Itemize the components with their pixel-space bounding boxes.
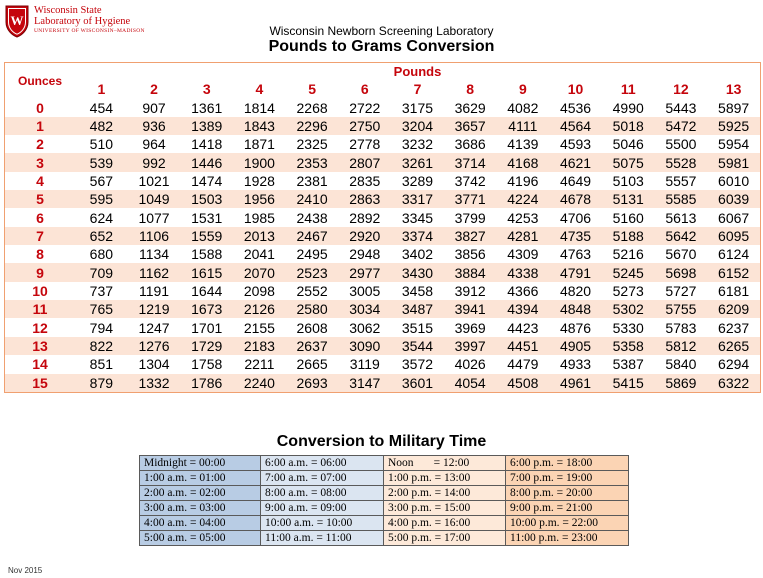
ounce-label: 11 (5, 300, 75, 318)
grams-cell: 3458 (401, 282, 434, 299)
pounds-column-header: 9 (518, 81, 527, 98)
military-cell: 5:00 a.m. = 05:00 (140, 531, 261, 546)
grams-cell: 5528 (655, 153, 708, 171)
table-row (5, 337, 760, 355)
grams-cell: 5698 (655, 263, 708, 281)
grams-cell: 4224 (497, 190, 550, 208)
ounce-label: 13 (5, 337, 75, 355)
table-row (5, 263, 760, 281)
grams-cell: 5018 (602, 117, 655, 135)
military-cell: 1:00 p.m. = 13:00 (384, 471, 506, 486)
grams-cell: 4820 (559, 282, 592, 299)
ounce-label: 2 (36, 136, 44, 153)
grams-cell: 1304 (138, 356, 170, 373)
pounds-header: Pounds (393, 64, 442, 79)
grams-cell: 2353 (286, 153, 339, 171)
grams-cell: 1219 (128, 300, 181, 318)
grams-cell: 1673 (180, 300, 233, 318)
grams-cell: 2296 (286, 117, 339, 135)
grams-cell: 4621 (549, 153, 602, 171)
grams-cell: 5925 (707, 117, 760, 135)
grams-cell: 3686 (454, 136, 486, 153)
table-row (5, 227, 760, 245)
pounds-column-header: 6 (360, 81, 369, 98)
grams-cell: 3572 (401, 356, 434, 373)
military-cell: 4:00 a.m. = 04:00 (140, 516, 261, 531)
grams-cell: 4933 (559, 356, 592, 373)
grams-cell: 4905 (549, 337, 602, 355)
grams-cell: 3062 (349, 319, 381, 336)
grams-cell: 851 (89, 356, 114, 373)
grams-cell: 4281 (497, 227, 550, 245)
grams-cell: 5613 (665, 209, 697, 226)
grams-cell: 5273 (612, 282, 644, 299)
grams-cell: 6294 (718, 356, 750, 373)
grams-cell: 2750 (338, 117, 391, 135)
grams-cell: 652 (75, 227, 128, 245)
grams-cell: 624 (89, 209, 114, 226)
ounce-label: 9 (5, 263, 75, 281)
grams-cell: 5954 (718, 136, 750, 153)
grams-cell: 5358 (602, 337, 655, 355)
grams-cell: 4451 (497, 337, 550, 355)
grams-cell: 3856 (454, 246, 486, 263)
military-row (140, 456, 629, 471)
grams-cell: 1956 (233, 190, 286, 208)
grams-cell: 4678 (549, 190, 602, 208)
grams-cell: 6010 (718, 172, 750, 189)
grams-cell: 4564 (549, 117, 602, 135)
grams-cell: 3969 (454, 319, 486, 336)
military-row (140, 501, 629, 516)
grams-cell: 1418 (191, 136, 223, 153)
grams-cell: 2693 (286, 374, 339, 392)
grams-cell: 936 (128, 117, 181, 135)
ounce-label: 6 (36, 209, 44, 226)
military-cell: Noon = 12:00 (384, 456, 506, 471)
grams-cell: 3175 (401, 99, 434, 116)
military-cell: 9:00 p.m. = 21:00 (506, 501, 629, 516)
pounds-header-row (5, 80, 760, 98)
conversion-table-container (4, 62, 761, 393)
grams-cell: 822 (75, 337, 128, 355)
military-cell: 3:00 p.m. = 15:00 (384, 501, 506, 516)
table-row (5, 190, 760, 208)
grams-cell: 3827 (444, 227, 497, 245)
grams-cell: 4309 (507, 246, 539, 263)
grams-cell: 5670 (665, 246, 697, 263)
table-row (5, 282, 760, 300)
military-cell: 2:00 a.m. = 02:00 (140, 486, 261, 501)
grams-cell: 1758 (191, 356, 223, 373)
grams-cell: 510 (89, 136, 114, 153)
ounces-header: Ounces (17, 73, 62, 88)
grams-cell: 6067 (718, 209, 750, 226)
grams-cell: 5216 (612, 246, 644, 263)
grams-cell: 1900 (233, 153, 286, 171)
grams-cell: 3005 (349, 282, 381, 299)
ounce-label: 4 (36, 172, 44, 189)
grams-cell: 1446 (180, 153, 233, 171)
grams-cell: 2863 (338, 190, 391, 208)
grams-cell: 2920 (338, 227, 391, 245)
grams-cell: 1247 (138, 319, 170, 336)
grams-cell: 4196 (507, 172, 539, 189)
grams-cell: 4990 (612, 99, 644, 116)
ounce-label: 1 (5, 117, 75, 135)
grams-cell: 1928 (243, 172, 275, 189)
grams-cell: 3657 (444, 117, 497, 135)
grams-cell: 3204 (391, 117, 444, 135)
conversion-table (5, 63, 760, 392)
grams-cell: 6237 (718, 319, 750, 336)
grams-cell: 2013 (233, 227, 286, 245)
grams-cell: 3147 (338, 374, 391, 392)
logo-line-1: Wisconsin State (34, 5, 102, 16)
grams-cell: 1191 (138, 282, 170, 299)
pounds-column-header: 5 (308, 81, 316, 98)
grams-cell: 3090 (338, 337, 391, 355)
grams-cell: 5783 (665, 319, 697, 336)
military-cell: 7:00 p.m. = 19:00 (506, 471, 629, 486)
grams-cell: 6265 (707, 337, 760, 355)
grams-cell: 3261 (391, 153, 444, 171)
grams-cell: 3430 (391, 263, 444, 281)
grams-cell: 4366 (507, 282, 539, 299)
grams-cell: 4735 (549, 227, 602, 245)
grams-cell: 1588 (191, 246, 223, 263)
grams-cell: 1729 (180, 337, 233, 355)
grams-cell: 5981 (707, 153, 760, 171)
grams-cell: 709 (75, 263, 128, 281)
grams-cell: 1361 (191, 99, 223, 116)
grams-cell: 567 (89, 172, 114, 189)
grams-cell: 1786 (180, 374, 233, 392)
ounce-label: 8 (36, 246, 44, 263)
grams-cell: 5472 (655, 117, 708, 135)
grams-cell: 3714 (444, 153, 497, 171)
grams-cell: 5443 (665, 99, 697, 116)
grams-cell: 2467 (286, 227, 339, 245)
grams-cell: 6181 (718, 282, 750, 299)
military-cell: Midnight = 00:00 (140, 456, 261, 471)
grams-cell: 2098 (243, 282, 275, 299)
military-cell: 4:00 p.m. = 16:00 (384, 516, 506, 531)
grams-cell: 5075 (602, 153, 655, 171)
table-row (5, 208, 760, 226)
grams-cell: 2211 (244, 356, 275, 373)
grams-cell: 4593 (559, 136, 592, 153)
grams-cell: 4706 (559, 209, 592, 226)
grams-cell: 2580 (286, 300, 339, 318)
conversion-body (5, 98, 760, 392)
table-row (5, 300, 760, 318)
grams-cell: 5103 (612, 172, 644, 189)
military-cell: 3:00 a.m. = 03:00 (140, 501, 261, 516)
grams-cell: 1559 (180, 227, 233, 245)
pounds-column-header: 8 (466, 81, 475, 98)
pounds-column-header: 10 (567, 81, 584, 98)
pounds-column-header: 1 (97, 81, 106, 98)
grams-cell: 879 (75, 374, 128, 392)
military-cell: 5:00 p.m. = 17:00 (384, 531, 506, 546)
grams-cell: 2240 (233, 374, 286, 392)
grams-cell: 5131 (602, 190, 655, 208)
grams-cell: 4168 (497, 153, 550, 171)
military-cell: 8:00 a.m. = 08:00 (261, 486, 384, 501)
grams-cell: 4649 (559, 172, 592, 189)
grams-cell: 3629 (454, 99, 486, 116)
grams-cell: 737 (89, 282, 114, 299)
grams-cell: 992 (128, 153, 181, 171)
pounds-column-header: 12 (673, 81, 689, 98)
grams-cell: 4253 (507, 209, 539, 226)
grams-cell: 4423 (507, 319, 539, 336)
grams-cell: 2183 (233, 337, 286, 355)
lab-name: Wisconsin Newborn Screening Laboratory (269, 24, 494, 38)
grams-cell: 4139 (507, 136, 539, 153)
ounce-label: 15 (5, 374, 75, 392)
grams-cell: 1843 (233, 117, 286, 135)
grams-cell: 539 (75, 153, 128, 171)
grams-cell: 3034 (338, 300, 391, 318)
grams-cell: 3374 (391, 227, 444, 245)
grams-cell: 2268 (296, 99, 328, 116)
grams-cell: 2977 (338, 263, 391, 281)
table-row (5, 117, 760, 135)
military-row (140, 471, 629, 486)
ounce-label: 10 (32, 282, 48, 299)
grams-cell: 3289 (401, 172, 434, 189)
pounds-column-header: 4 (255, 81, 264, 98)
grams-cell: 482 (75, 117, 128, 135)
grams-cell: 2948 (349, 246, 381, 263)
table-row (5, 374, 760, 392)
grams-cell: 4961 (549, 374, 602, 392)
military-cell: 11:00 a.m. = 11:00 (261, 531, 384, 546)
ounce-label: 5 (5, 190, 75, 208)
grams-cell: 2552 (296, 282, 328, 299)
grams-cell: 1332 (128, 374, 181, 392)
grams-cell: 4338 (497, 263, 550, 281)
military-cell: 11:00 p.m. = 23:00 (506, 531, 629, 546)
ounce-label: 12 (32, 319, 48, 336)
grams-cell: 5869 (655, 374, 708, 392)
pounds-column-header: 11 (620, 81, 636, 98)
military-cell: 8:00 p.m. = 20:00 (506, 486, 629, 501)
grams-cell: 1049 (128, 190, 181, 208)
pounds-column-header: 13 (725, 81, 742, 98)
military-cell: 9:00 a.m. = 09:00 (261, 501, 384, 516)
logo-line-2: Laboratory of Hygiene (34, 16, 131, 27)
grams-cell: 5585 (655, 190, 708, 208)
grams-cell: 3345 (401, 209, 434, 226)
grams-cell: 2381 (296, 172, 328, 189)
grams-cell: 3742 (454, 172, 486, 189)
crest-letter: W (10, 13, 24, 28)
grams-cell: 1814 (243, 99, 275, 116)
grams-cell: 6124 (718, 246, 750, 263)
grams-cell: 2155 (243, 319, 275, 336)
military-cell: 10:00 a.m. = 10:00 (261, 516, 384, 531)
grams-cell: 2410 (286, 190, 339, 208)
grams-cell: 5387 (612, 356, 644, 373)
grams-cell: 2041 (243, 246, 275, 263)
grams-cell: 3799 (454, 209, 486, 226)
grams-cell: 1531 (191, 209, 223, 226)
logo-line-3: UNIVERSITY OF WISCONSIN–MADISON (34, 28, 145, 34)
grams-cell: 6209 (707, 300, 760, 318)
grams-cell: 3515 (401, 319, 434, 336)
table-row (5, 98, 760, 116)
military-row (140, 516, 629, 531)
grams-cell: 2438 (296, 209, 328, 226)
grams-cell: 3912 (454, 282, 486, 299)
grams-cell: 6039 (707, 190, 760, 208)
grams-cell: 2892 (349, 209, 381, 226)
grams-cell: 5245 (602, 263, 655, 281)
grams-cell: 1276 (128, 337, 181, 355)
pounds-column-header: 2 (150, 81, 158, 98)
grams-cell: 4791 (549, 263, 602, 281)
ounce-label: 3 (5, 153, 75, 171)
table-row (5, 245, 760, 263)
grams-cell: 1474 (191, 172, 223, 189)
military-row (140, 486, 629, 501)
grams-cell: 4111 (497, 117, 550, 135)
footer-date: Nov 2015 (8, 566, 43, 575)
ounce-label: 14 (32, 356, 48, 373)
grams-cell: 680 (89, 246, 114, 263)
grams-cell: 6152 (707, 263, 760, 281)
grams-cell: 3941 (444, 300, 497, 318)
grams-cell: 5160 (612, 209, 644, 226)
grams-cell: 5500 (665, 136, 697, 153)
ounce-label: 0 (36, 99, 44, 116)
grams-cell: 1134 (138, 246, 170, 263)
grams-cell: 4536 (559, 99, 592, 116)
grams-cell: 3402 (401, 246, 434, 263)
grams-cell: 2495 (296, 246, 328, 263)
grams-cell: 5188 (602, 227, 655, 245)
grams-cell: 5727 (665, 282, 697, 299)
grams-cell: 2523 (286, 263, 339, 281)
grams-cell: 4876 (559, 319, 592, 336)
grams-cell: 5812 (655, 337, 708, 355)
grams-cell: 4508 (497, 374, 550, 392)
table-row (5, 318, 760, 336)
table-row (5, 355, 760, 373)
grams-cell: 1871 (243, 136, 275, 153)
grams-cell: 1021 (138, 172, 170, 189)
military-cell: 6:00 p.m. = 18:00 (506, 456, 629, 471)
grams-cell: 4054 (444, 374, 497, 392)
grams-cell: 5897 (718, 99, 750, 116)
grams-cell: 5840 (665, 356, 697, 373)
grams-cell: 5415 (602, 374, 655, 392)
grams-cell: 2070 (233, 263, 286, 281)
grams-cell: 3544 (391, 337, 444, 355)
grams-cell: 4394 (497, 300, 550, 318)
military-body (140, 456, 629, 546)
grams-cell: 3997 (444, 337, 497, 355)
military-cell: 10:00 p.m. = 22:00 (506, 516, 629, 531)
grams-cell: 4082 (507, 99, 539, 116)
grams-cell: 2778 (349, 136, 381, 153)
ounce-label: 7 (5, 227, 75, 245)
grams-cell: 3601 (391, 374, 444, 392)
grams-cell: 3232 (401, 136, 434, 153)
military-table (139, 455, 629, 546)
grams-cell: 2807 (338, 153, 391, 171)
grams-cell: 2722 (349, 99, 381, 116)
grams-cell: 5046 (612, 136, 644, 153)
grams-cell: 5330 (612, 319, 644, 336)
grams-cell: 1615 (180, 263, 233, 281)
grams-cell: 3487 (391, 300, 444, 318)
grams-cell: 3119 (349, 356, 380, 373)
grams-cell: 3317 (391, 190, 444, 208)
grams-cell: 1701 (191, 319, 223, 336)
grams-cell: 2325 (296, 136, 328, 153)
grams-cell: 5557 (665, 172, 697, 189)
pounds-column-header: 7 (413, 81, 422, 98)
military-cell: 2:00 p.m. = 14:00 (384, 486, 506, 501)
grams-cell: 5642 (655, 227, 708, 245)
military-cell: 6:00 a.m. = 06:00 (261, 456, 384, 471)
grams-cell: 765 (75, 300, 128, 318)
grams-cell: 2637 (286, 337, 339, 355)
military-title: Conversion to Military Time (276, 433, 487, 450)
grams-cell: 794 (89, 319, 114, 336)
grams-cell: 595 (75, 190, 128, 208)
grams-cell: 5755 (655, 300, 708, 318)
grams-cell: 1106 (128, 227, 181, 245)
grams-cell: 5302 (602, 300, 655, 318)
grams-cell: 1644 (191, 282, 223, 299)
table-row (5, 172, 760, 190)
grams-cell: 6322 (707, 374, 760, 392)
grams-cell: 3771 (444, 190, 497, 208)
grams-cell: 2608 (296, 319, 328, 336)
grams-cell: 4763 (559, 246, 592, 263)
grams-cell: 4479 (507, 356, 539, 373)
page-title: Pounds to Grams Conversion (268, 38, 495, 55)
grams-cell: 6095 (707, 227, 760, 245)
military-row (140, 531, 629, 546)
grams-cell: 454 (89, 99, 114, 116)
grams-cell: 1077 (138, 209, 170, 226)
grams-cell: 1503 (180, 190, 233, 208)
table-row (5, 153, 760, 171)
grams-cell: 4026 (454, 356, 486, 373)
military-cell: 7:00 a.m. = 07:00 (261, 471, 384, 486)
grams-cell: 4848 (549, 300, 602, 318)
grams-cell: 964 (142, 136, 166, 153)
pounds-column-header: 3 (202, 81, 211, 98)
table-row (5, 135, 760, 153)
military-cell: 1:00 a.m. = 01:00 (140, 471, 261, 486)
grams-cell: 3884 (444, 263, 497, 281)
grams-cell: 907 (142, 99, 166, 116)
grams-cell: 1985 (243, 209, 275, 226)
grams-cell: 1389 (180, 117, 233, 135)
grams-cell: 2665 (296, 356, 328, 373)
grams-cell: 2126 (233, 300, 286, 318)
grams-cell: 1162 (128, 263, 181, 281)
grams-cell: 2835 (349, 172, 381, 189)
